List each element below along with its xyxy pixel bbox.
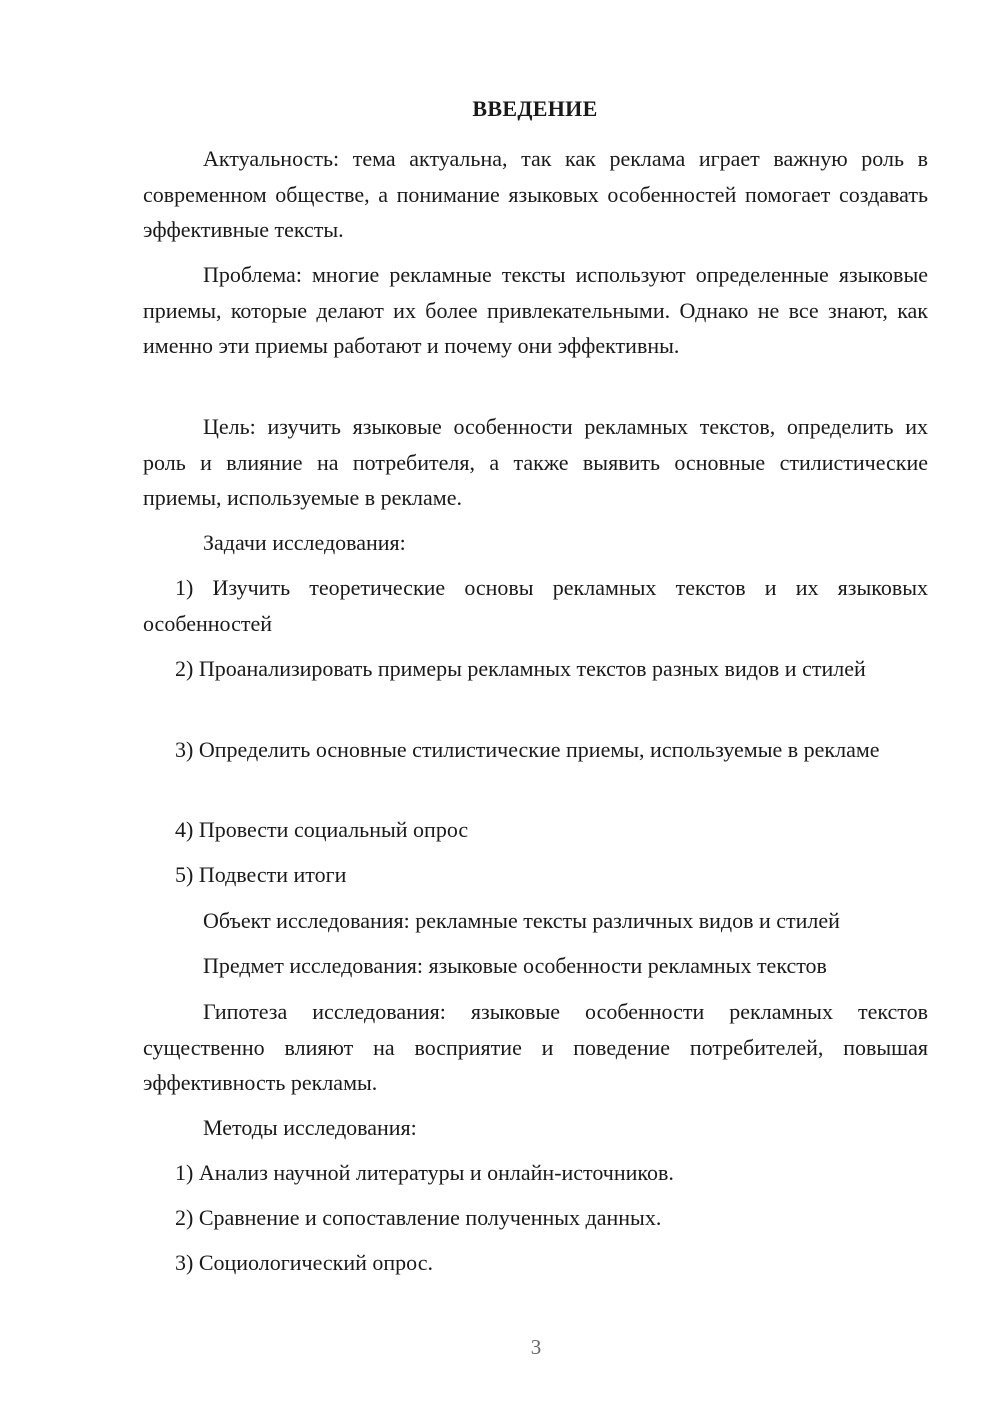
method-item-2: 2) Сравнение и сопоставление полученных данных.: [175, 1205, 662, 1230]
methods-heading: Методы исследования:: [203, 1115, 417, 1140]
method-item-1: 1) Анализ научной литературы и онлайн-источников.: [175, 1160, 674, 1185]
subject-paragraph: Предмет исследования: языковые особенности рекламных текстов: [203, 953, 827, 978]
object-paragraph: Объект исследования: рекламные тексты различных видов и стилей: [203, 908, 840, 933]
task-item-1: 1) Изучить теоретические основы рекламных текстов и их языковых особенностей: [143, 575, 928, 636]
tasks-heading: Задачи исследования:: [203, 530, 406, 555]
goal-paragraph: Цель: изучить языковые особенности рекламных текстов, определить их роль и влияние на потребителя, а также выявить основные стилистические приемы, используемые в рекламе.: [143, 414, 928, 510]
task-item-4: 4) Провести социальный опрос: [175, 817, 469, 842]
hypothesis-paragraph: Гипотеза исследования: языковые особенности рекламных текстов существенно влияют на восприятие и поведение потребителей, повышая эффективность рекламы.: [143, 999, 928, 1095]
task-item-2: 2) Проанализировать примеры рекламных текстов разных видов и стилей: [175, 656, 866, 681]
task-item-3: 3) Определить основные стилистические приемы, используемые в рекламе: [175, 737, 880, 762]
task-item-5: 5) Подвести итоги: [175, 862, 347, 887]
problem-paragraph: Проблема: многие рекламные тексты используют определенные языковые приемы, которые делают их более привлекательными. Однако не все знают, как именно эти приемы работают и почему они эффективны.: [143, 262, 928, 358]
method-item-3: 3) Социологический опрос.: [175, 1250, 433, 1275]
page-number: 3: [530, 1335, 542, 1359]
page-title: ВВЕДЕНИЕ: [472, 96, 598, 121]
relevance-paragraph: Актуальность: тема актуальна, так как реклама играет важную роль в современном обществе, а понимание языковых особенностей помогает создавать эффективные тексты.: [143, 146, 928, 242]
